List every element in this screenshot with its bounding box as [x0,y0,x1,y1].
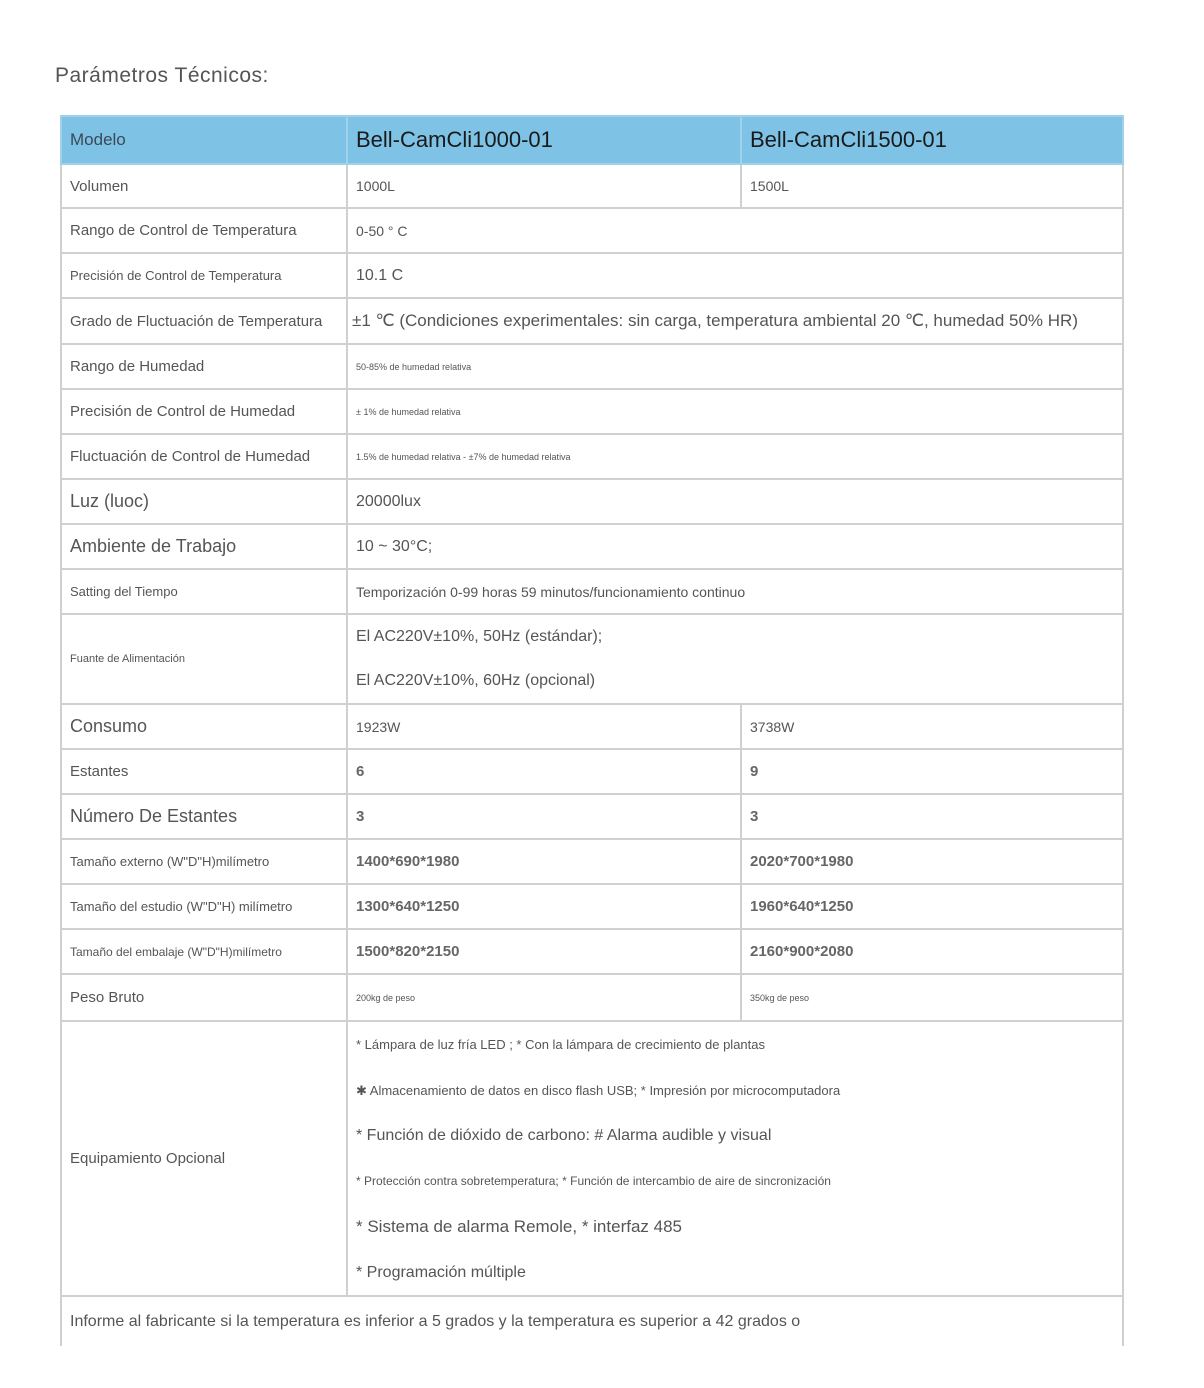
table-note: Informe al fabricante si la temperatura es inferior a 5 grados y la temperatura es superior a 42 grados o [61,1296,1123,1346]
row-label: Grado de Fluctuación de Temperatura [61,298,347,344]
row-value-b: 1500L [741,164,1123,208]
row-label: Consumo [61,704,347,749]
row-value-lines [347,614,1123,704]
table-row [61,794,1123,839]
table-row [61,614,1123,704]
row-label: Equipamiento Opcional [61,1021,347,1296]
row-label: Fluctuación de Control de Humedad [61,434,347,479]
row-value-b: 9 [741,749,1123,794]
row-value-a: 1000L [347,164,741,208]
row-label: Estantes [61,749,347,794]
row-value: ± 1% de humedad relativa [347,389,1123,434]
row-value-a: 3 [347,794,741,839]
option-line: * Función de dióxido de carbono: # Alarma audible y visual [356,1127,772,1144]
row-value-b: 350kg de peso [741,974,1123,1021]
row-value-b: 2020*700*1980 [741,839,1123,884]
row-value: 20000lux [347,479,1123,524]
table-row [61,884,1123,929]
table-note-row [61,1296,1123,1346]
row-value: 1.5% de humedad relativa - ±7% de humedad relativa [347,434,1123,479]
option-line: ✱ Almacenamiento de datos en disco flash USB; * Impresión por microcomputadora [356,1082,841,1098]
row-value-a: 1400*690*1980 [347,839,741,884]
row-value-b: 3 [741,794,1123,839]
table-row [61,389,1123,434]
row-label: Tamaño del embalaje (W"D"H)milímetro [61,929,347,974]
row-label: Peso Bruto [61,974,347,1021]
row-value-a: 1923W [347,704,741,749]
row-value-b: 2160*900*2080 [741,929,1123,974]
table-row [61,253,1123,298]
option-line: * Protección contra sobretemperatura; * Función de intercambio de aire de sincronización [356,1173,831,1188]
row-value-b: 1960*640*1250 [741,884,1123,929]
table-row [61,298,1123,344]
row-value: 50-85% de humedad relativa [347,344,1123,389]
power-line: El AC220V±10%, 60Hz (opcional) [356,672,596,689]
row-value-a: 200kg de peso [347,974,741,1021]
row-label: Luz (luoc) [61,479,347,524]
row-label: Rango de Control de Temperatura [61,208,347,253]
table-row [61,434,1123,479]
row-label: Tamaño del estudio (W"D"H) milímetro [61,884,347,929]
header-model-a: Bell-CamCli1000-01 [347,116,741,164]
row-label: Precisión de Control de Humedad [61,389,347,434]
page-title: Parámetros Técnicos: [55,64,269,87]
power-line: El AC220V±10%, 50Hz (estándar); [356,628,603,645]
row-label: Tamaño externo (W"D"H)milímetro [61,839,347,884]
table-row [61,208,1123,253]
row-value: 10.1 C [347,253,1123,298]
row-label: Rango de Humedad [61,344,347,389]
row-label: Volumen [61,164,347,208]
row-label: Fuante de Alimentación [61,614,347,704]
row-value: ±1 ℃ (Condiciones experimentales: sin carga, temperatura ambiental 20 ℃, humedad 50% HR) [347,298,1123,344]
table-row [61,344,1123,389]
header-model-b: Bell-CamCli1500-01 [741,116,1123,164]
row-value: 0-50 ° C [347,208,1123,253]
row-label: Número De Estantes [61,794,347,839]
row-value: 10 ~ 30°C; [347,524,1123,569]
table-row [61,164,1123,208]
table-row [61,749,1123,794]
table-row [61,839,1123,884]
table-row [61,929,1123,974]
table-row [61,1021,1123,1296]
option-line: * Sistema de alarma Remole, * interfaz 485 [356,1217,682,1236]
row-label: Ambiente de Trabajo [61,524,347,569]
row-value-a: 6 [347,749,741,794]
table-header-row [61,116,1123,164]
row-label: Precisión de Control de Temperatura [61,253,347,298]
header-label: Modelo [61,116,347,164]
table-row [61,524,1123,569]
option-line: * Programación múltiple [356,1263,526,1281]
row-value-lines [347,1021,1123,1296]
row-value-a: 1500*820*2150 [347,929,741,974]
spec-table [60,115,1124,1346]
row-label: Satting del Tiempo [61,569,347,614]
table-row [61,704,1123,749]
row-value-a: 1300*640*1250 [347,884,741,929]
table-row [61,569,1123,614]
table-row [61,479,1123,524]
table-row [61,974,1123,1021]
row-value: Temporización 0-99 horas 59 minutos/funcionamiento continuo [347,569,1123,614]
row-value-b: 3738W [741,704,1123,749]
option-line: * Lámpara de luz fría LED ; * Con la lámpara de crecimiento de plantas [356,1037,765,1052]
